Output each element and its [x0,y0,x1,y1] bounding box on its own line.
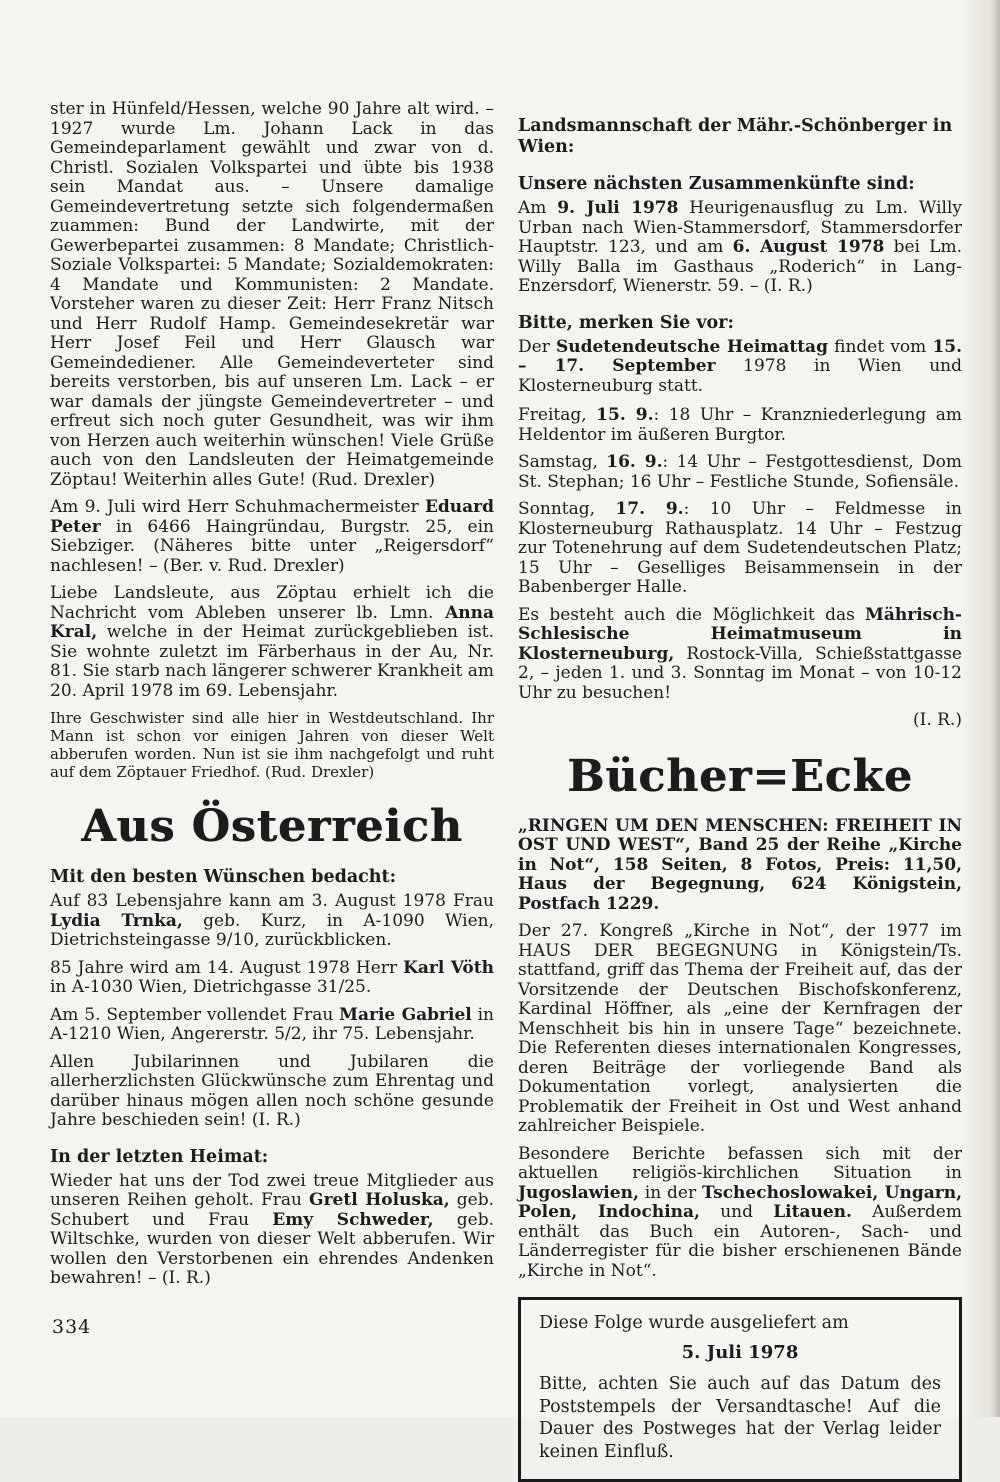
continued-paragraph: ster in Hünfeld/Hessen, welche 90 Jahre alt wird. – 1927 wurde Lm. Johann Lack in das Gemeindeparlament gewählt und zwar von d. Christl. Sozialen Volkspartei und übte bis 1938 sein Mandat aus. – Unsere damalige Gemeindevertretung setzte sich folgendermaßen zuammen: Bund der Landwirte, mit der Gewerbepartei zusammen: 8 Mandate; Christlich-Soziale Volkspartei: 5 Mandate; Sozialdemokraten: 4 Mandate und Kommunisten: 2 Mandate. Vorsteher waren zu dieser Zeit: Herr Franz Nitsch und Herr Rudolf Hamp. Gemeindesekretär war Herr Josef Feil und Herr Glausch war Gemeindediener. Alle Gemeindeverteter sind bereits verstorben, bis auf unseren Lm. Lack – er war damals der jüngste Gemeindevertreter – und erfreut sich noch guter Gesundheit, was wir ihm von Herzen auch weiterhin wünschen! Viele Grüße auch von den Landsleuten der Heimatgemeinde Zöptau! Weiterhin alles Gute! (Rud. Drexler) [50,99,494,490]
obituary-anna-kral-note: Ihre Geschwister sind alle hier in Westdeutschland. Ihr Mann ist schon vor einigen Jahren von dieser Welt abberufen worden. Nun ist sie ihm nachgefolgt und ruht auf dem Zöptauer Friedhof. (Rud. Drexler) [50,709,494,781]
delivery-date: 5. Juli 1978 [681,1342,799,1363]
page-number: 334 [52,1316,92,1338]
birthday-eduard-peter: Am 9. Juli wird Herr Schuhmachermeister Eduard Peter in 6466 Haingründau, Burgstr. 25, ein Siebziger. (Näheres bitte unter „Reigersdorf“ nachlesen! – (Ber. v. Rud. Drexler) [50,497,494,576]
buecher-ecke-heading: Bücher=Ecke [567,750,913,802]
left-column [50,100,494,1482]
obituary-anna-kral: Liebe Landsleute, aus Zöptau erhielt ich die Nachricht vom Ableben unserer lb. Lmn. Anna Kral, welche in der Heimat zurückgeblieben ist. Sie wohnte zuletzt im Färberhaus in der Au, Nr. 81. Sie starb nach längerer schwerer Krankheit am 20. April 1978 im 69. Lebensjahr. [50,583,494,701]
birthday-lydia-trnka: Auf 83 Lebensjahre kann am 3. August 1978 Frau Lydia Trnka, geb. Kurz, in A-1090 Wien, Dietrichsteingasse 9/10, zurückblicken. [50,891,494,950]
birthday-marie-gabriel: Am 5. September vollendet Frau Marie Gabriel in A-1210 Wien, Angererstr. 5/2, ihr 75. Lebensjahr. [50,1004,494,1044]
birthday-greetings: Allen Jubilarinnen und Jubilaren die allerherzlichsten Glückwünsche zum Ehrentag und darüber hinaus mögen allen noch schöne gesunde Jahre beschieden sein! (I. R.) [50,1051,494,1130]
zusammenkuenfte-heading: Unsere nächsten Zusammenkünfte sind: [518,174,915,194]
program-freitag: Freitag, 15. 9.: 18 Uhr – Kranzniederlegung am Heldentor im äußeren Burgtor. [518,405,962,445]
obituary-holuska-schweder: Wieder hat uns der Tod zwei treue Mitglieder aus unseren Reihen geholt. Frau Gretl Holuska, geb. Schubert und Frau Emy Schweder, geb. Wiltschke, wurden von dieser Welt abberufen. Wir wollen den Verstorbenen ein ehrendes Andenken bewahren! – (I. R.) [50,1170,494,1288]
letzte-heimat-heading: In der letzten Heimat: [50,1146,269,1167]
aus-oesterreich-heading: Aus Österreich [81,801,463,852]
delivery-notice-body: Bitte, achten Sie auch auf das Datum des Poststempels der Versandtasche! Auf die Dauer des Postweges hat der Verlag leider keinen Einfluß. [539,1374,941,1462]
heimatmuseum-paragraph: Es besteht auch die Möglichkeit das Mährisch-Schlesische Heimatmuseum in Klosterneuburg, Rostock-Villa, Schießstattgasse 2, – jeden 1. und 3. Sonntag im Monat – von 10-12 Uhr zu besuchen! [518,604,962,703]
heimattag-announcement: Der Sudetendeutsche Heimattag findet vom 15. – 17. September 1978 in Wien und Klosterneuburg statt. [518,336,963,396]
birthday-karl-voeth: 85 Jahre wird am 14. August 1978 Herr Karl Vöth in A-1030 Wien, Dietrichgasse 31/25. [50,957,494,997]
wuensche-heading: Mit den besten Wünschen bedacht: [50,867,397,887]
two-column-layout [50,100,962,1482]
book-title: „RINGEN UM DEN MENSCHEN: FREIHEIT IN OST UND WEST“, Band 25 der Reihe „Kirche in Not“, 158 Seiten, 8 Fotos, Preis: 11,50, Haus der Begegnung, 624 Königstein, Postfach 1229. [518,815,962,914]
book-review-paragraph-2: Besondere Berichte befassen sich mit der aktuellen religiös-kirchlichen Situation in Jugoslawien, in der Tschechoslowakei, Ungarn, Polen, Indochina, und Litauen. Außerdem enthält das Buch ein Autoren-, Sach- und Länderregister für die bisher erschienenen Bände „Kirche in Not“. [518,1143,962,1281]
program-sonntag: Sonntag, 17. 9.: 10 Uhr – Feldmesse in Klosterneuburg Rathausplatz. 14 Uhr – Festzug zur Totenehrung auf dem Sudetendeutschen Platz; 15 Uhr – Geselliges Beisammensein in der Babenberger Halle. [518,499,962,597]
right-column [518,100,962,1482]
program-samstag: Samstag, 16. 9.: 14 Uhr – Festgottesdienst, Dom St. Stephan; 16 Uhr – Festliche Stunde, Sofiensäle. [518,452,962,492]
signature-ir: (I. R.) [913,710,962,730]
right-column-blocks [518,116,962,1281]
zusammenkuenfte-paragraph: Am 9. Juli 1978 Heurigenausflug zu Lm. Willy Urban nach Wien-Stammersdorf, Stammersdorfer Hauptstr. 123, und am 6. August 1978 bei Lm. Willy Balla im Gasthaus „Roderich“ in Lang-Enzersdorf, Wienerstr. 59. – (I. R.) [518,198,962,296]
book-review-paragraph-1: Der 27. Kongreß „Kirche in Not“, der 1977 im HAUS DER BEGEGNUNG in Königstein/Ts. stattfand, griff das Thema der Freiheit auf, das der Vorsitzende der Deutschen Bischofskonferenz, Kardinal Höffner, als „eine der Kernfragen der Menschheit bis hin in unsere Tage“ bezeichnete. Die Referenten dieses internationalen Kongresses, deren Beiträge der vorliegende Band als Dokumentation vorlegt, analysierten die Problematik der Freiheit in Ost und West anhand zahlreicher Beispiele. [518,921,962,1136]
landsmannschaft-heading: Landsmannschaft der Mähr.-Schönberger in Wien: [518,116,953,157]
delivery-notice-line: Diese Folge wurde ausgeliefert am [539,1313,849,1333]
delivery-notice-box [518,1297,962,1482]
merken-sie-vor-heading: Bitte, merken Sie vor: [518,312,734,333]
